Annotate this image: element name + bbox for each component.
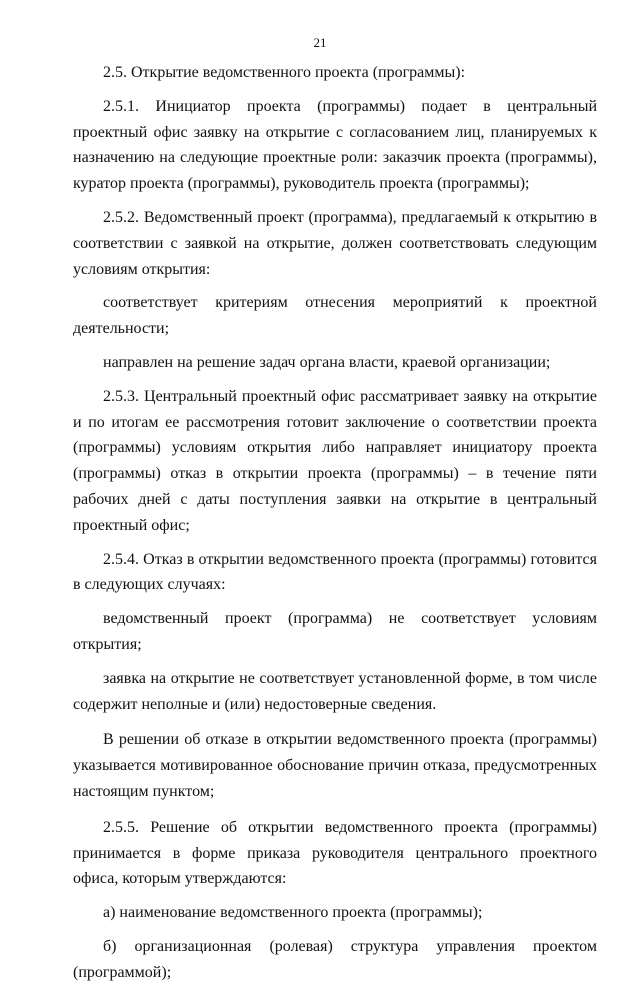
paragraph-2-5-3: 2.5.3. Центральный проектный офис рассматривает заявку на открытие и по итогам ее рассмотрения готовит заключение о соответствии проекта (программы) условиям открытия либо направляет инициатору проекта (программы) отказ в открытии проекта (программы) – в течение пяти рабочих дней с даты поступления заявки на открытие в центральный проектный офис; xyxy=(73,387,597,534)
paragraph-refusal-justification: В решении об отказе в открытии ведомственного проекта (программы) указывается мотивированное обоснование причин отказа, предусмотренных настоящим пунктом; xyxy=(73,731,597,800)
paragraph-2-5-2: 2.5.2. Ведомственный проект (программа), предлагаемый к открытию в соответствии с заявкой на открытие, должен соответствовать следующим условиям открытия: xyxy=(73,208,597,278)
paragraph-2-5-1: 2.5.1. Инициатор проекта (программы) подает в центральный проектный офис заявку на открытие с согласованием лиц, планируемых к назначению на следующие проектные роли: заказчик проекта (программы), куратор проекта (программы), руководитель проекта (программы); xyxy=(73,97,597,193)
paragraph-2-5-4: 2.5.4. Отказ в открытии ведомственного проекта (программы) готовится в следующих случаях: xyxy=(73,550,597,594)
refusal-case-conditions: ведомственный проект (программа) не соответствует условиям открытия; xyxy=(73,610,597,653)
condition-item-criteria: соответствует критериям отнесения мероприятий к проектной деятельности; xyxy=(73,294,597,338)
refusal-case-form: заявка на открытие не соответствует установленной форме, в том числе содержит неполные и (или) недостоверные сведения. xyxy=(73,669,597,713)
list-item-a: а) наименование ведомственного проекта (программы); xyxy=(103,904,483,922)
section-heading-2-5: 2.5. Открытие ведомственного проекта (программы): xyxy=(103,64,466,81)
paragraph-2-5-5: 2.5.5. Решение об открытии ведомственного проекта (программы) принимается в форме приказа руководителя центрального проектного офиса, которым утверждаются: xyxy=(73,818,597,888)
list-item-b: б) организационная (ролевая) структура управления проектом (программой); xyxy=(73,937,597,981)
document-body xyxy=(73,60,597,986)
condition-item-tasks: направлен на решение задач органа власти, краевой организации; xyxy=(103,353,551,371)
page-number: 21 xyxy=(313,35,327,50)
